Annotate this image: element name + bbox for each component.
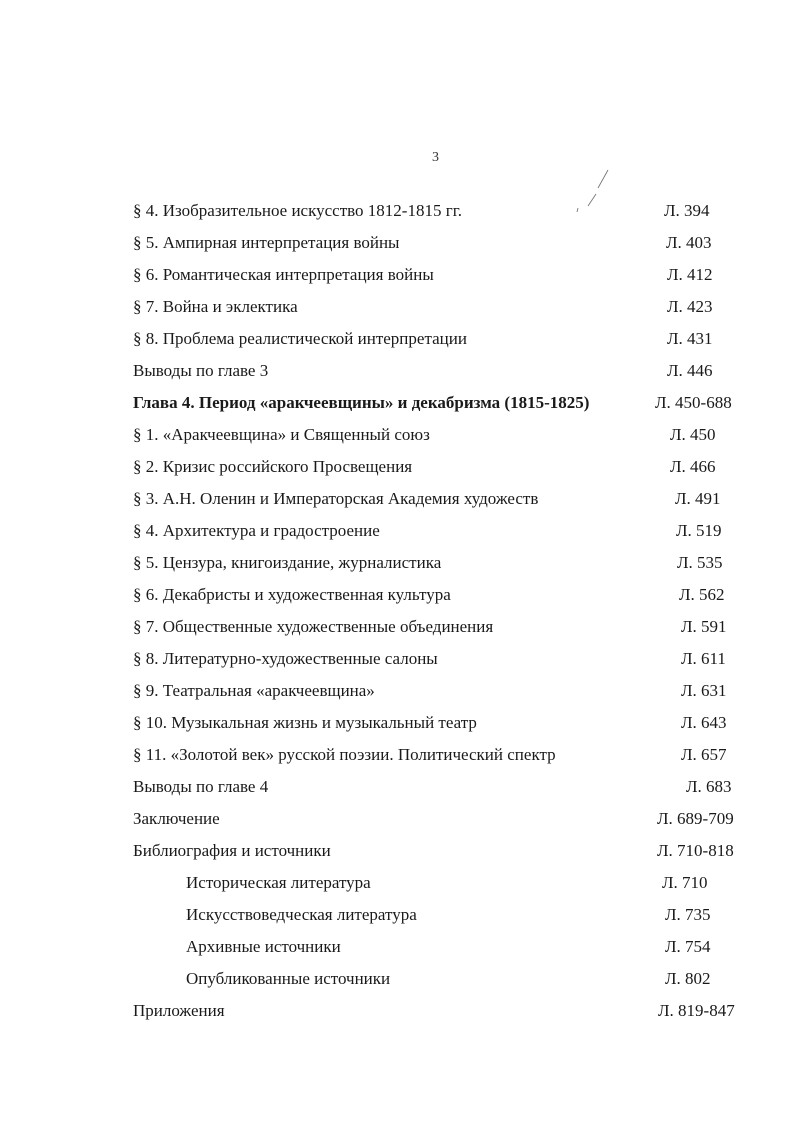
toc-entry-title: Библиография и источники <box>133 841 331 860</box>
toc-entry-bibliography <box>0 836 793 866</box>
toc-entry-page-ref: Л. 591 <box>681 617 727 636</box>
toc-entry-page-ref: Л. 403 <box>666 233 712 252</box>
toc-entry-page-ref: Л. 735 <box>665 905 711 924</box>
toc-entry-title: § 3. А.Н. Оленин и Императорская Академия художеств <box>133 489 539 508</box>
toc-entry-title: Приложения <box>133 1001 225 1020</box>
toc-entry-page-ref: Л. 710-818 <box>657 841 734 860</box>
toc-entry-section-3-5 <box>0 228 793 258</box>
toc-entry-title: § 1. «Аракчеевщина» и Священный союз <box>133 425 430 444</box>
toc-entry-bibliography-published <box>0 964 793 994</box>
toc-entry-title: § 11. «Золотой век» русской поэзии. Политический спектр <box>133 745 556 764</box>
toc-entry-page-ref: Л. 710 <box>662 873 708 892</box>
toc-entry-section-3-6 <box>0 260 793 290</box>
toc-entry-page-ref: Л. 631 <box>681 681 727 700</box>
toc-entry-section-4-6 <box>0 580 793 610</box>
toc-entry-bibliography-art-history <box>0 900 793 930</box>
toc-entry-page-ref: Л. 450-688 <box>655 393 732 412</box>
toc-entry-title: § 5. Ампирная интерпретация войны <box>133 233 400 252</box>
toc-entry-page-ref: Л. 519 <box>676 521 722 540</box>
toc-entry-title: Опубликованные источники <box>186 969 391 988</box>
toc-entry-title: Архивные источники <box>186 937 341 956</box>
toc-entry-page-ref: Л. 535 <box>677 553 723 572</box>
toc-entry-section-4-5 <box>0 548 793 578</box>
toc-entry-page-ref: Л. 689-709 <box>657 809 734 828</box>
toc-entry-title: Искусствоведческая литература <box>186 905 417 924</box>
toc-entry-section-4-7 <box>0 612 793 642</box>
toc-entry-page-ref: Л. 431 <box>667 329 713 348</box>
toc-entry-title: Заключение <box>133 809 220 828</box>
toc-entry-page-ref: Л. 754 <box>665 937 711 956</box>
toc-entry-page-ref: Л. 611 <box>681 649 726 668</box>
toc-entry-title: § 8. Литературно-художественные салоны <box>133 649 438 668</box>
toc-entry-page-ref: Л. 450 <box>670 425 716 444</box>
toc-entry-page-ref: Л. 562 <box>679 585 725 604</box>
toc-entry-title: § 9. Театральная «аракчеевщина» <box>133 681 375 700</box>
toc-entry-page-ref: Л. 446 <box>667 361 713 380</box>
toc-entry-page-ref: Л. 802 <box>665 969 711 988</box>
toc-entry-page-ref: Л. 819-847 <box>658 1001 735 1020</box>
toc-entry-page-ref: Л. 394 <box>664 201 710 220</box>
toc-entry-page-ref: Л. 423 <box>667 297 713 316</box>
toc-entry-title: § 4. Изобразительное искусство 1812-1815 гг. <box>133 201 462 220</box>
toc-entry-chapter-4 <box>0 388 793 418</box>
toc-entry-title: § 2. Кризис российского Просвещения <box>133 457 413 476</box>
toc-entry-section-4-1 <box>0 420 793 450</box>
toc-entry-title: § 10. Музыкальная жизнь и музыкальный театр <box>133 713 477 732</box>
toc-entry-section-4-8 <box>0 644 793 674</box>
toc-entry-section-4-3 <box>0 484 793 514</box>
toc-entry-title: § 7. Общественные художественные объединения <box>133 617 494 636</box>
toc-entry-title: § 5. Цензура, книгоиздание, журналистика <box>133 553 442 572</box>
toc-entry-chapter-3-conclusions <box>0 356 793 386</box>
toc-entry-page-ref: Л. 643 <box>681 713 727 732</box>
toc-entry-conclusion <box>0 804 793 834</box>
toc-entry-bibliography-historical <box>0 868 793 898</box>
toc-entry-title: Выводы по главе 3 <box>133 361 269 380</box>
toc-entry-chapter-4-conclusions <box>0 772 793 802</box>
toc-entry-appendices <box>0 996 793 1026</box>
toc-entry-page-ref: Л. 466 <box>670 457 716 476</box>
toc-entry-title: § 8. Проблема реалистической интерпретации <box>133 329 467 348</box>
toc-entry-page-ref: Л. 412 <box>667 265 713 284</box>
toc-entry-section-3-4 <box>0 196 793 226</box>
page-number: 3 <box>432 150 439 165</box>
toc-entry-section-4-10 <box>0 708 793 738</box>
toc-entry-page-ref: Л. 683 <box>686 777 732 796</box>
toc-entry-page-ref: Л. 491 <box>675 489 721 508</box>
toc-entry-section-4-2 <box>0 452 793 482</box>
toc-entry-section-3-7 <box>0 292 793 322</box>
toc-entry-title: § 7. Война и эклектика <box>133 297 298 316</box>
toc-entry-title: Историческая литература <box>186 873 371 892</box>
toc-entry-title: § 6. Декабристы и художественная культура <box>133 585 451 604</box>
toc-entry-bibliography-archival <box>0 932 793 962</box>
toc-entry-section-3-8 <box>0 324 793 354</box>
toc-entry-page-ref: Л. 657 <box>681 745 727 764</box>
toc-entry-section-4-9 <box>0 676 793 706</box>
toc-entry-section-4-11 <box>0 740 793 770</box>
toc-entry-title: § 6. Романтическая интерпретация войны <box>133 265 434 284</box>
toc-entry-title: § 4. Архитектура и градостроение <box>133 521 380 540</box>
toc-entry-title: Глава 4. Период «аракчеевщины» и декабризма (1815-1825) <box>133 393 590 412</box>
toc-entry-title: Выводы по главе 4 <box>133 777 269 796</box>
toc-entry-section-4-4 <box>0 516 793 546</box>
